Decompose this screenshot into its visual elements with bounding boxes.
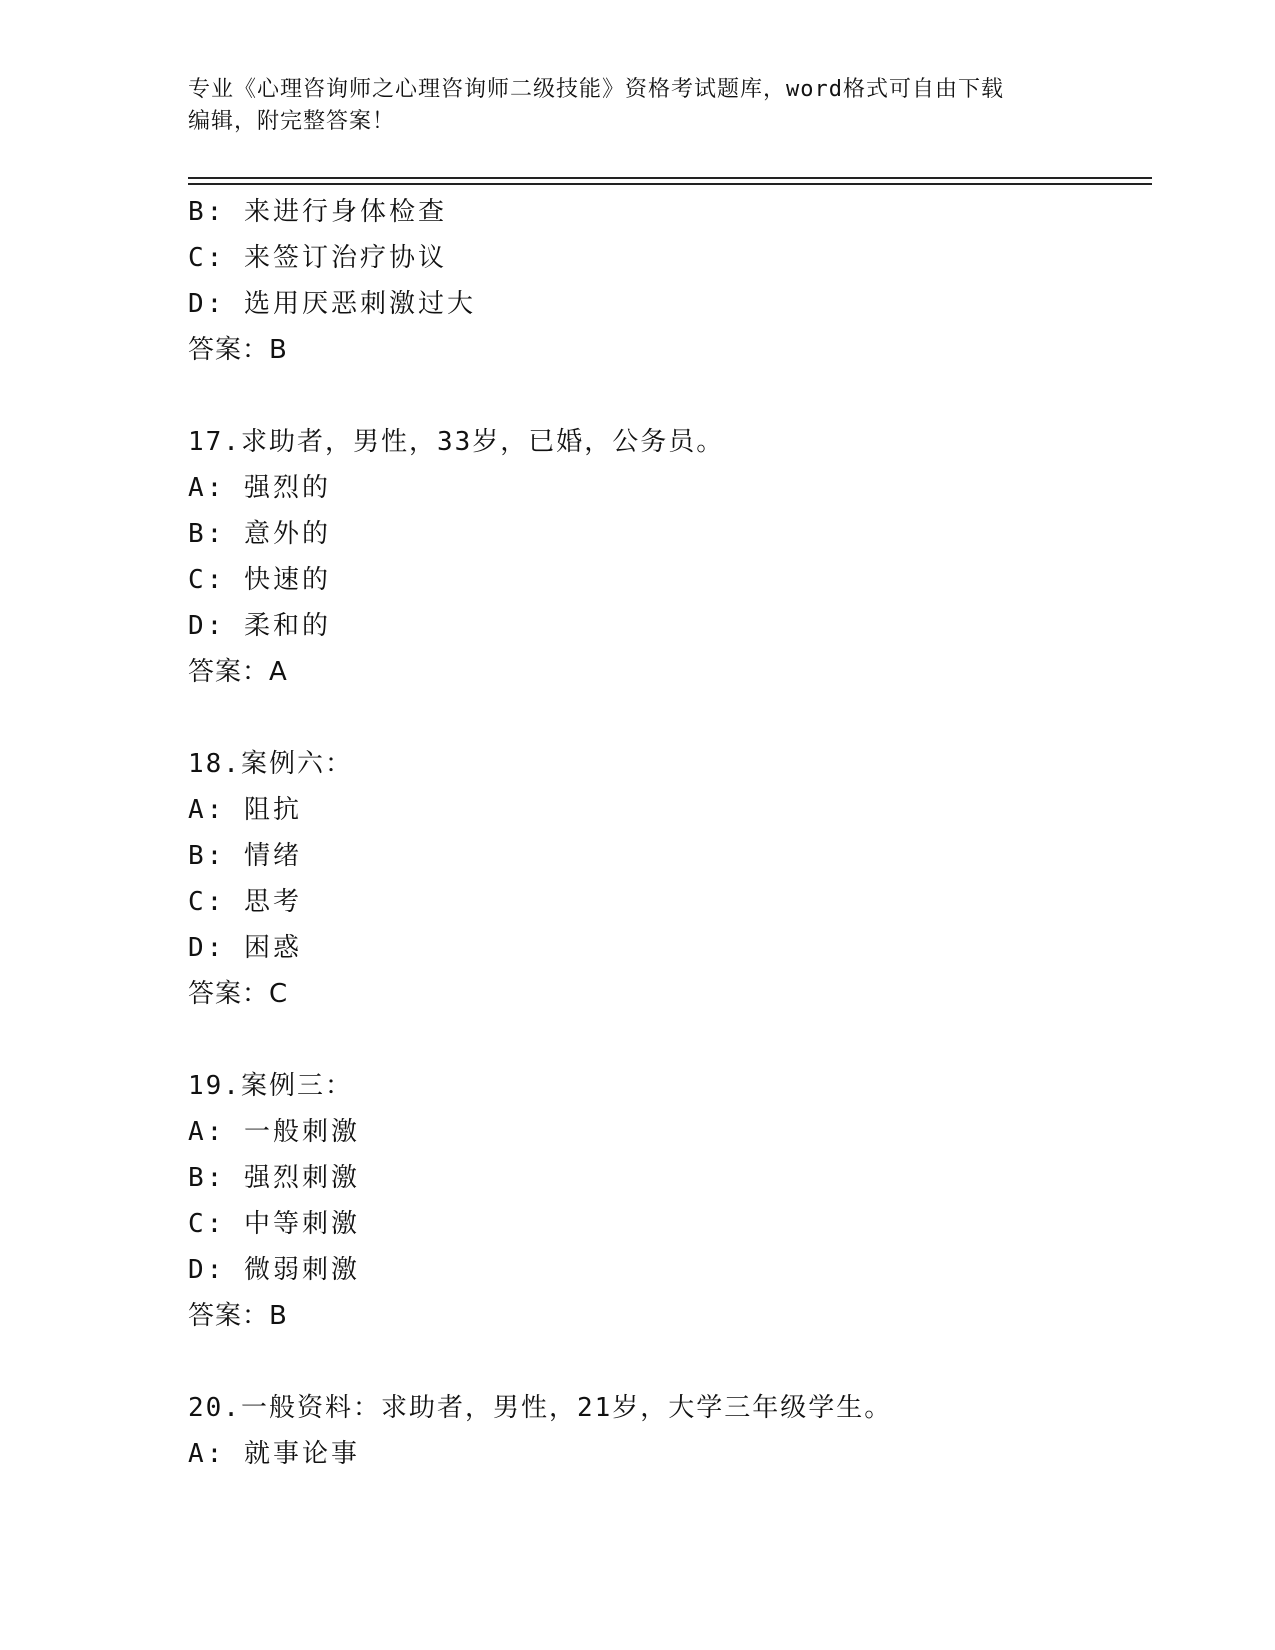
question-20 <box>188 1385 1148 1477</box>
option-d: D: 柔和的 <box>188 611 331 641</box>
header-rule-bottom <box>188 183 1152 185</box>
header-line-1: 专业《心理咨询师之心理咨询师二级技能》资格考试题库，word格式可自由下载 <box>188 77 1004 102</box>
question-17 <box>188 419 1148 695</box>
option-c: C: 快速的 <box>188 565 331 595</box>
answer-line: 答案：B <box>188 1301 288 1331</box>
option-d: D: 困惑 <box>188 933 302 963</box>
question-title: 20.一般资料：求助者，男性，21岁，大学三年级学生。 <box>188 1393 893 1423</box>
option-b: B: 来进行身体检查 <box>188 197 447 227</box>
spacer <box>188 373 1148 419</box>
option-b: B: 意外的 <box>188 519 331 549</box>
option-d: D: 微弱刺激 <box>188 1255 360 1285</box>
option-a: A: 就事论事 <box>188 1439 360 1469</box>
option-b: B: 情绪 <box>188 841 302 871</box>
document-header <box>188 74 1088 138</box>
question-18 <box>188 741 1148 1017</box>
option-d: D: 选用厌恶刺激过大 <box>188 289 476 319</box>
option-c: C: 中等刺激 <box>188 1209 360 1239</box>
question-19 <box>188 1063 1148 1339</box>
question-list <box>188 189 1148 1477</box>
answer-line: 答案：A <box>188 657 288 687</box>
continued-question <box>188 189 1148 373</box>
option-a: A: 阻抗 <box>188 795 302 825</box>
spacer <box>188 1339 1148 1385</box>
option-c: C: 思考 <box>188 887 302 917</box>
header-line-2: 编辑，附完整答案！ <box>188 109 396 134</box>
answer-line: 答案：B <box>188 335 288 365</box>
option-a: A: 一般刺激 <box>188 1117 360 1147</box>
answer-line: 答案：C <box>188 979 289 1009</box>
option-c: C: 来签订治疗协议 <box>188 243 447 273</box>
header-rule-top <box>188 177 1152 179</box>
question-title: 18.案例六： <box>188 749 353 779</box>
question-title: 17.求助者，男性，33岁，已婚，公务员。 <box>188 427 725 457</box>
spacer <box>188 695 1148 741</box>
spacer <box>188 1017 1148 1063</box>
option-a: A: 强烈的 <box>188 473 331 503</box>
question-title: 19.案例三： <box>188 1071 353 1101</box>
option-b: B: 强烈刺激 <box>188 1163 360 1193</box>
